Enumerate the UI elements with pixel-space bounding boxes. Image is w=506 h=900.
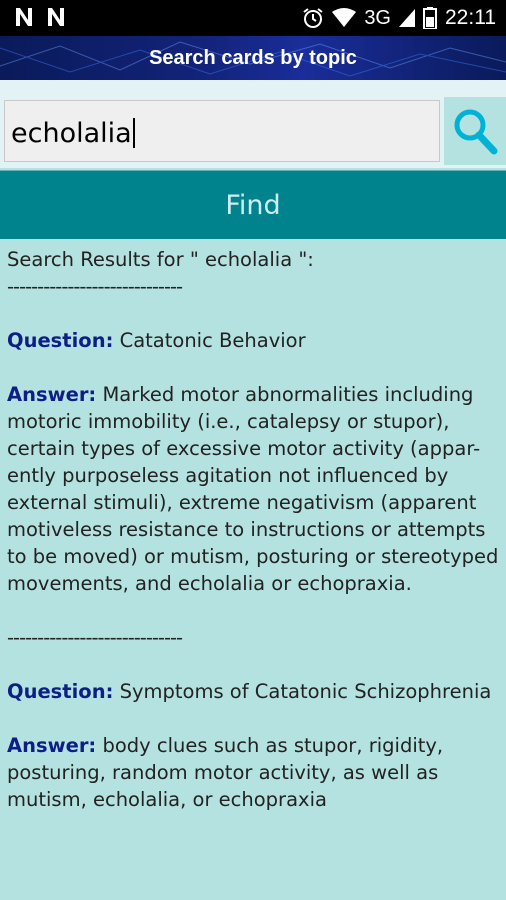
find-button[interactable] [0, 170, 506, 239]
answer-text: Marked motor abnormalities including motoric immobility (i.e., catalepsy or stupor), certain types of excessive motor activity (appar-ently purposeless agitation not influenced by external stimuli), extreme negativism (apparent motiveless resistance to instructions or attempts to be moved) or mutism, posturing or stereotyped movements, and echolalia or echopraxia. [7, 383, 499, 595]
search-button[interactable] [444, 97, 506, 165]
separator: ----------------------------- [7, 626, 183, 649]
signal-icon [399, 9, 415, 27]
search-results [7, 246, 501, 813]
notification-n-icon [46, 6, 66, 28]
title-bar [0, 36, 506, 82]
network-type: 3G [364, 6, 391, 29]
search-input-value: echolalia [11, 118, 132, 149]
result-question [7, 678, 501, 705]
clock: 22:11 [445, 6, 496, 29]
search-icon [452, 107, 498, 155]
answer-label: Answer: [7, 383, 97, 406]
alarm-icon [302, 7, 324, 29]
notification-n-icon [14, 6, 34, 28]
search-input[interactable] [4, 100, 440, 162]
find-button-label: Find [225, 189, 281, 221]
status-bar [0, 0, 506, 36]
results-header: Search Results for " echolalia ": [7, 248, 314, 271]
wifi-icon [332, 8, 356, 28]
question-text: Symptoms of Catatonic Schizophrenia [119, 680, 492, 703]
answer-text: body clues such as stupor, rigidity, posturing, random motor activity, as well as mutism, echolalia, or echopraxia [7, 734, 444, 811]
result-answer [7, 381, 501, 597]
separator: ----------------------------- [7, 275, 183, 298]
text-caret [133, 118, 135, 148]
page-title: Search cards by topic [149, 46, 357, 69]
result-answer [7, 732, 501, 813]
result-question [7, 327, 501, 354]
answer-label: Answer: [7, 734, 97, 757]
battery-icon [423, 7, 437, 29]
question-label: Question: [7, 329, 114, 352]
question-text: Catatonic Behavior [119, 329, 306, 352]
question-label: Question: [7, 680, 114, 703]
